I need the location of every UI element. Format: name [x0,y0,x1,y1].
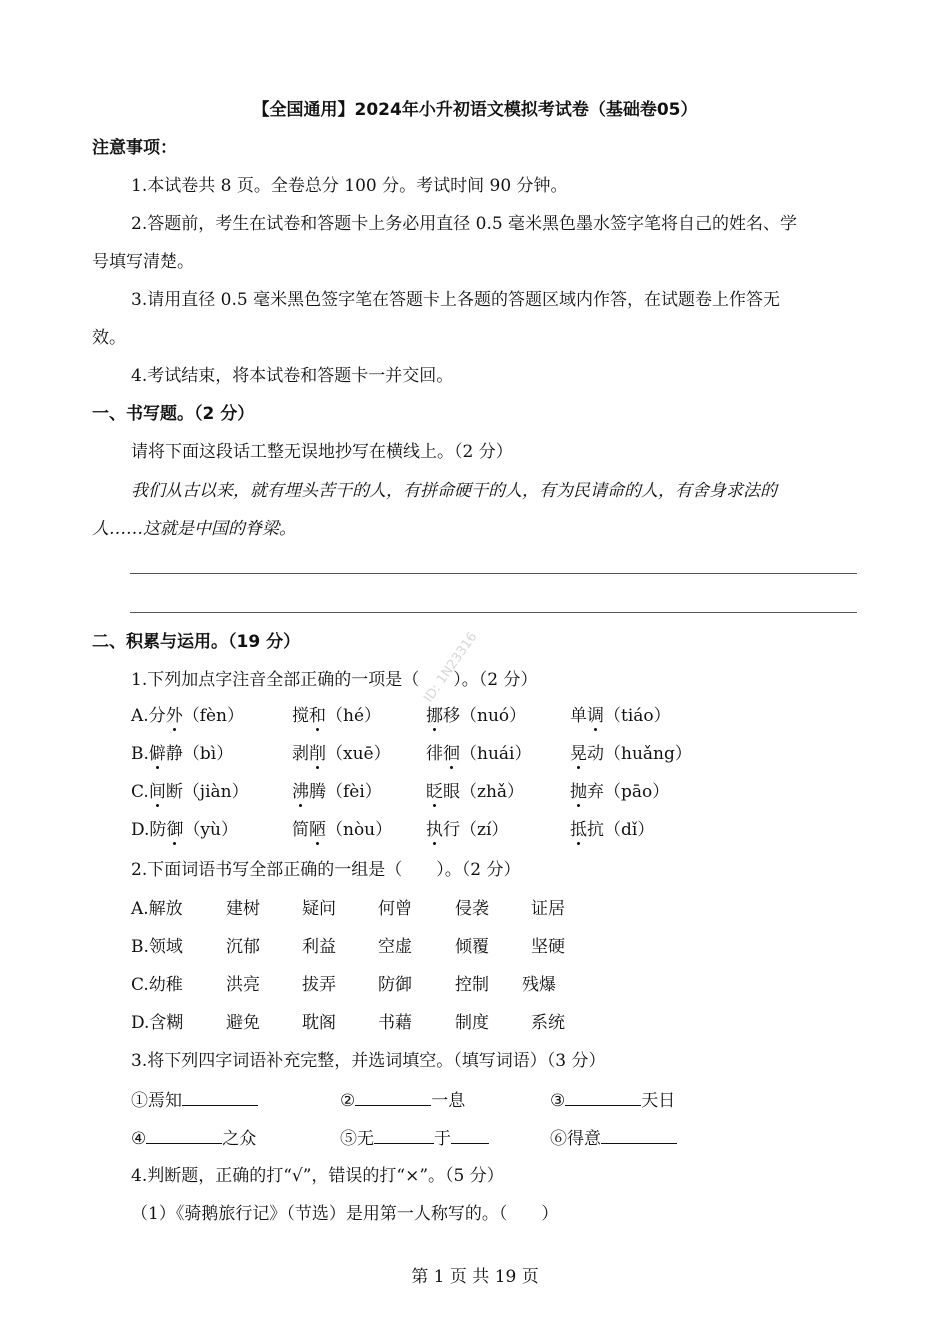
q3-item-text: ①焉知 [131,1091,182,1111]
q1-option-c-word3: 眨眼（zhǎ） [426,782,525,802]
notice-item-4: 4.考试结束，将本试卷和答题卡一并交回。 [131,366,454,386]
q1-option-b[interactable]: B.僻静（bì） [131,744,234,764]
q2-word: 制度 [455,1013,489,1033]
notice-item-1: 1.本试卷共 8 页。全卷总分 100 分。考试时间 90 分钟。 [131,176,568,196]
q2-word: 控制 [455,975,489,995]
q2-word: 防御 [378,975,412,995]
q2-word: 侵袭 [455,899,489,919]
emphasis-char: 抛 [570,782,587,802]
emphasis-char: 调 [587,706,604,726]
q1-option-d-word2: 简陋（nòu） [292,820,393,840]
section1-passage-line1: 我们从古以来，就有埋头苦干的人，有拼命硬干的人，有为民请命的人，有舍身求法的 [131,481,777,501]
q3-blank-6[interactable] [601,1126,677,1144]
emphasis-char: 眨 [426,782,443,802]
q1-option-d-word3: 执行（zí） [426,820,509,840]
q1-option-b-word4: 晃动（huǎng） [570,744,692,764]
emphasis-char: 和 [309,706,326,726]
q3-stem: 3.将下列四字词语补充完整，并选词填空。（填写词语）（3 分） [131,1051,606,1071]
q2-word: A.解放 [131,899,183,919]
page-title: 【全国通用】2024年小升初语文模拟考试卷（基础卷05） [252,100,698,120]
copy-answer-line-1[interactable] [130,573,857,574]
q3-blank-1[interactable] [182,1088,258,1106]
q2-stem: 2.下面词语书写全部正确的一组是（ ）。（2 分） [131,860,521,880]
q3-item-text: 一息 [431,1091,466,1111]
section1-heading: 一、书写题。（2 分） [92,404,255,424]
q3-item-text: 之众 [222,1129,257,1149]
q3-item-2 [340,1088,465,1113]
section1-passage-line2: 人……这就是中国的脊梁。 [92,519,296,539]
page-footer: 第 1 页 共 19 页 [411,1267,539,1287]
notice-item-2-cont: 号填写清楚。 [92,252,194,272]
q2-word: 拔弄 [302,975,336,995]
q2-word: 系统 [531,1013,565,1033]
copy-answer-line-2[interactable] [130,612,857,613]
q1-option-c-word4: 抛弃（pāo） [570,782,670,802]
q1-option-d[interactable]: D.防御（yù） [131,820,238,840]
q1-option-a-word2: 搅和（hé） [292,706,382,726]
q2-word: 避免 [226,1013,260,1033]
q2-word: C.幼稚 [131,975,183,995]
q2-word: 利益 [302,937,336,957]
q2-word: D.含糊 [131,1013,184,1033]
emphasis-char: 陋 [309,820,326,840]
q1-option-c-word2: 沸腾（fèi） [292,782,382,802]
q2-word: 空虚 [378,937,412,957]
emphasis-char: 执 [426,820,443,840]
q3-item-3 [550,1088,675,1113]
q3-item-text: ⑤无 [340,1129,374,1149]
q3-item-text: ⑥得意 [550,1129,601,1149]
q2-word: 证居 [531,899,565,919]
notice-heading: 注意事项： [92,138,177,158]
q1-option-a-word3: 挪移（nuó） [426,706,527,726]
q1-option-c[interactable]: C.间断（jiàn） [131,782,249,802]
q2-word: 残爆 [522,975,556,995]
emphasis-char: 挪 [426,706,443,726]
q3-blank-4[interactable] [146,1126,222,1144]
q2-word: 建树 [226,899,260,919]
q3-item-text: ③ [550,1091,566,1111]
q1-option-a-word4: 单调（tiáo） [570,706,671,726]
q3-blank-2[interactable] [355,1088,431,1106]
q2-word: 沉郁 [226,937,260,957]
q1-option-a[interactable]: A.分外（fèn） [131,706,244,726]
notice-item-3: 3.请用直径 0.5 毫米黑色签字笔在答题卡上各题的答题区域内作答，在试题卷上作答无 [131,290,781,310]
q3-item-1 [131,1088,258,1113]
section1-instruction: 请将下面这段话工整无误地抄写在横线上。（2 分） [131,442,513,462]
emphasis-char: 徊 [443,744,460,764]
notice-item-2: 2.答题前，考生在试卷和答题卡上务必用直径 0.5 毫米黑色墨水签字笔将自己的姓名、学 [131,214,798,234]
q3-item-5 [340,1126,489,1151]
q2-word: 倾覆 [455,937,489,957]
emphasis-char: 僻 [148,744,166,764]
emphasis-char: 御 [166,820,184,840]
q3-item-text: 于 [434,1129,451,1149]
q1-stem: 1.下列加点字注音全部正确的一项是（ ）。（2 分） [131,670,538,690]
q3-item-6 [550,1126,677,1151]
q3-blank-3[interactable] [565,1088,641,1106]
q2-word: 洪亮 [226,975,260,995]
q1-option-d-word4: 抵抗（dǐ） [570,820,655,840]
q2-word: 坚硬 [531,937,565,957]
emphasis-char: 削 [309,744,326,764]
emphasis-char: 晃 [570,744,587,764]
emphasis-char: 沸 [292,782,309,802]
section2-heading: 二、积累与运用。（19 分） [92,632,301,652]
emphasis-char: 外 [165,706,183,726]
q3-blank-5a[interactable] [374,1126,434,1144]
q1-option-b-word3: 徘徊（huái） [426,744,532,764]
watermark: ID: 1N23316 [421,629,481,706]
emphasis-char: 间 [148,782,166,802]
emphasis-char: 抵 [570,820,587,840]
q2-word: 疑问 [302,899,336,919]
q2-word: 书藉 [378,1013,412,1033]
q2-word: 耽阁 [302,1013,336,1033]
q3-blank-5b[interactable] [451,1126,489,1144]
q2-word: 何曾 [378,899,412,919]
q3-item-4 [131,1126,256,1151]
q4-stem: 4.判断题，正确的打“√”，错误的打“×”。（5 分） [131,1166,504,1186]
q3-item-text: ④ [131,1129,147,1149]
q2-word: B.领域 [131,937,183,957]
q4-item-1: （1）《骑鹅旅行记》（节选）是用第一人称写的。（ ） [131,1204,559,1224]
q1-option-b-word2: 剥削（xuē） [292,744,391,764]
notice-item-3-cont: 效。 [92,328,126,348]
q3-item-text: 天日 [641,1091,676,1111]
q3-item-text: ② [340,1091,356,1111]
